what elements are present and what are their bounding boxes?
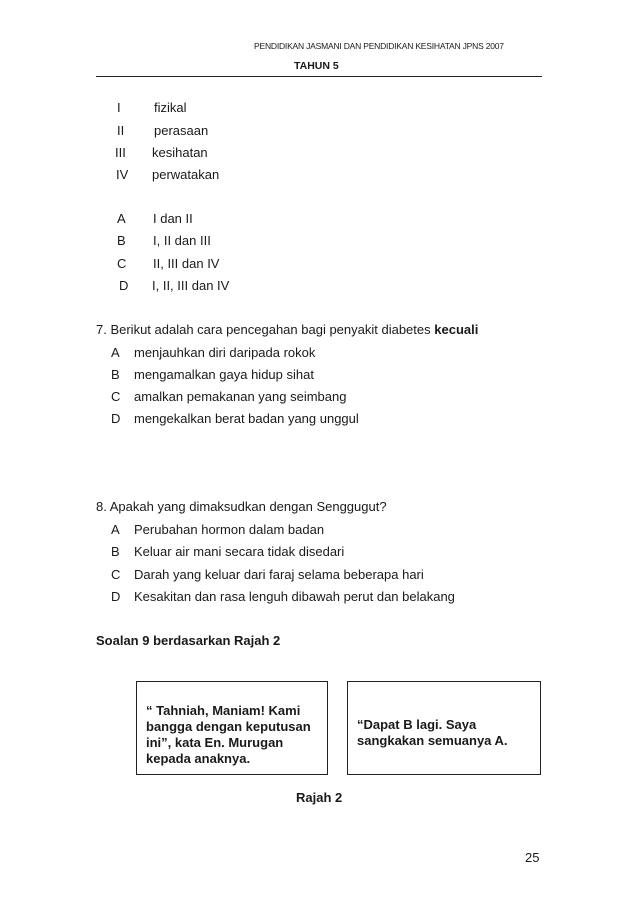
- dialog-box-left: [136, 681, 328, 775]
- option-letter: B: [111, 544, 120, 559]
- option-text: I, II dan III: [153, 233, 211, 248]
- header-year: TAHUN 5: [294, 60, 339, 72]
- q7-stem-emphasis: kecuali: [434, 322, 479, 337]
- statement-number: IV: [116, 167, 129, 182]
- statement-number: II: [117, 123, 125, 138]
- statement-text: perasaan: [154, 123, 209, 138]
- figure-caption: Rajah 2: [296, 790, 343, 805]
- option-text: I, II, III dan IV: [152, 278, 230, 293]
- q7-stem-text: 7. Berikut adalah cara pencegahan bagi penyakit diabetes: [96, 322, 431, 337]
- option-letter: B: [117, 233, 126, 248]
- option-letter: A: [111, 345, 120, 360]
- option-letter: D: [111, 589, 121, 604]
- dialog-line: “Dapat B lagi. Saya: [357, 717, 477, 732]
- q9-heading: Soalan 9 berdasarkan Rajah 2: [96, 633, 281, 648]
- option-letter: C: [111, 567, 121, 582]
- header-divider: [96, 76, 542, 77]
- dialog-line: “ Tahniah, Maniam! Kami: [146, 703, 301, 718]
- option-text: Kesakitan dan rasa lenguh dibawah perut dan belakang: [134, 589, 455, 604]
- option-letter: C: [111, 389, 121, 404]
- option-letter: C: [117, 256, 127, 271]
- option-text: mengamalkan gaya hidup sihat: [134, 367, 314, 382]
- dialog-line: ini”, kata En. Murugan: [146, 735, 284, 750]
- option-letter: D: [111, 411, 121, 426]
- option-letter: D: [119, 278, 129, 293]
- q8-stem: 8. Apakah yang dimaksudkan dengan Senggugut?: [96, 499, 387, 514]
- dialog-box-right: [347, 681, 541, 775]
- header-title: PENDIDIKAN JASMANI DAN PENDIDIKAN KESIHATAN JPNS 2007: [254, 41, 504, 51]
- dialog-line: kepada anaknya.: [146, 751, 251, 766]
- option-text: Darah yang keluar dari faraj selama beberapa hari: [134, 567, 424, 582]
- dialog-line: bangga dengan keputusan: [146, 719, 311, 734]
- dialog-line: sangkakan semuanya A.: [357, 733, 508, 748]
- statement-number: III: [115, 145, 126, 160]
- option-letter: B: [111, 367, 120, 382]
- option-text: mengekalkan berat badan yang unggul: [134, 411, 359, 426]
- q7-stem: [96, 322, 478, 337]
- option-text: amalkan pemakanan yang seimbang: [134, 389, 347, 404]
- option-text: II, III dan IV: [153, 256, 220, 271]
- option-text: I dan II: [153, 211, 193, 226]
- option-letter: A: [111, 522, 120, 537]
- page-number: 25: [525, 850, 540, 865]
- option-letter: A: [117, 211, 126, 226]
- option-text: Perubahan hormon dalam badan: [134, 522, 325, 537]
- statement-text: fizikal: [154, 100, 187, 115]
- option-text: Keluar air mani secara tidak disedari: [134, 544, 345, 559]
- statement-text: perwatakan: [152, 167, 220, 182]
- statement-number: I: [117, 100, 121, 115]
- statement-text: kesihatan: [152, 145, 208, 160]
- option-text: menjauhkan diri daripada rokok: [134, 345, 316, 360]
